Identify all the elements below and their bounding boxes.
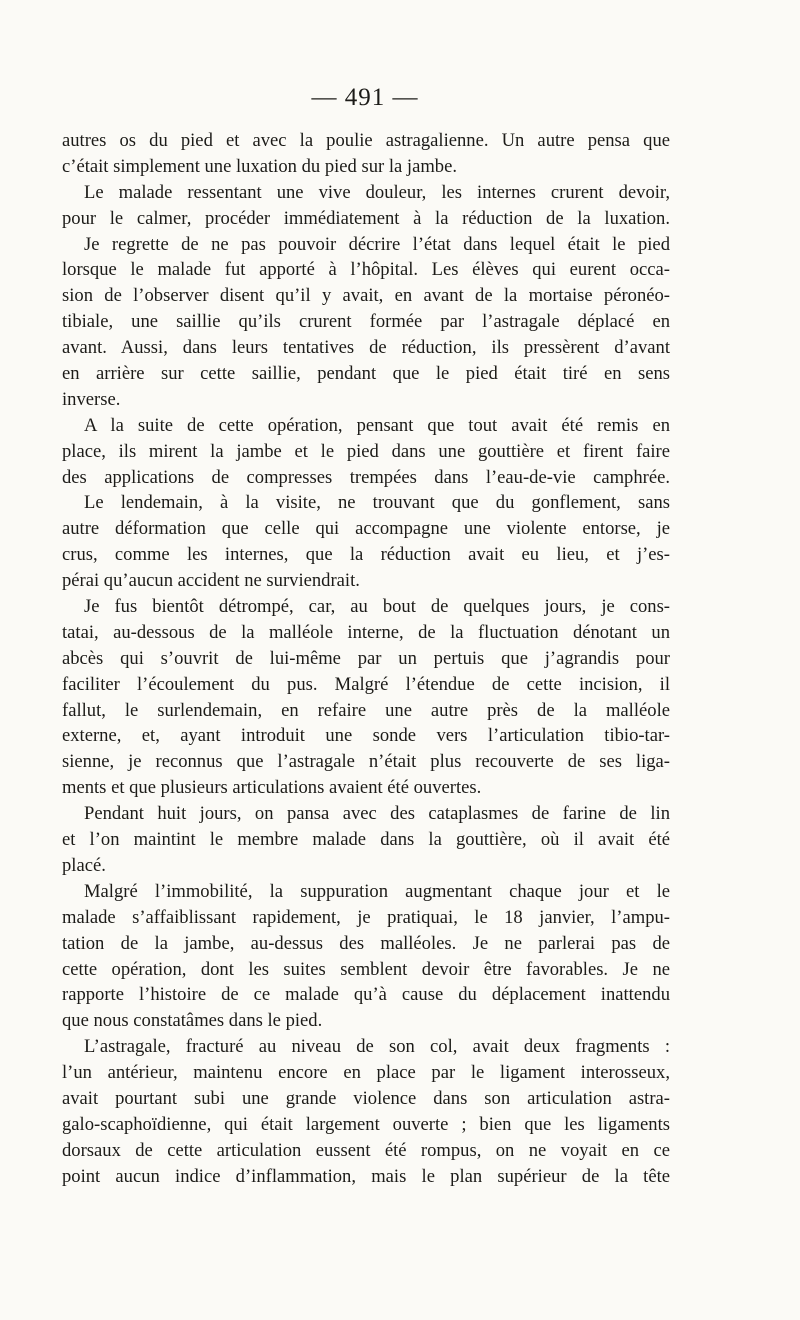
text-line: en arrière sur cette saillie, pendant que le pied était tiré en sens: [62, 363, 670, 385]
text-line: sienne, je reconnus que l’astragale n’était plus recouverte de ses liga-: [62, 751, 670, 773]
text-line: sion de l’observer disent qu’il y avait, en avant de la mortaise péronéo-: [62, 285, 670, 307]
text-line: malade s’affaiblissant rapidement, je pratiquai, le 18 janvier, l’ampu-: [62, 906, 670, 928]
paragraph-first-line: Le malade ressentant une vive douleur, les internes crurent devoir,: [84, 181, 670, 203]
text-line: tation de la jambe, au-dessus des malléoles. Je ne parlerai pas de: [62, 932, 670, 954]
paragraph-first-line: Le lendemain, à la visite, ne trouvant que du gonflement, sans: [84, 492, 670, 514]
paragraph-first-line: Pendant huit jours, on pansa avec des cataplasmes de farine de lin: [84, 803, 670, 825]
text-line: cette opération, dont les suites semblent devoir être favorables. Je ne: [62, 958, 670, 980]
text-line: des applications de compresses trempées dans l’eau-de-vie camphrée.: [62, 466, 670, 488]
text-line: avant. Aussi, dans leurs tentatives de réduction, ils pressèrent d’avant: [62, 337, 670, 359]
text-line: faciliter l’écoulement du pus. Malgré l’étendue de cette incision, il: [62, 673, 670, 695]
text-line: l’un antérieur, maintenu encore en place par le ligament interosseux,: [62, 1062, 670, 1084]
text-line: autre déformation que celle qui accompagne une violente entorse, je: [62, 518, 670, 540]
text-line: et l’on maintint le membre malade dans la gouttière, où il avait été: [62, 829, 670, 851]
text-line: externe, et, ayant introduit une sonde vers l’articulation tibio-tar-: [62, 725, 670, 747]
text-line: c’était simplement une luxation du pied sur la jambe.: [62, 155, 458, 177]
text-line: rapporte l’histoire de ce malade qu’à cause du déplacement inattendu: [62, 984, 670, 1006]
text-line: abcès qui s’ouvrit de lui-même par un pertuis que j’agrandis pour: [62, 647, 670, 669]
paragraph-first-line: Malgré l’immobilité, la suppuration augmentant chaque jour et le: [84, 880, 670, 902]
text-line: place, ils mirent la jambe et le pied dans une gouttière et firent faire: [62, 440, 670, 462]
text-line: inverse.: [62, 388, 121, 410]
text-line: dorsaux de cette articulation eussent été rompus, on ne voyait en ce: [62, 1139, 670, 1161]
text-line: pérai qu’aucun accident ne surviendrait.: [62, 570, 360, 592]
text-line: lorsque le malade fut apporté à l’hôpital. Les élèves qui eurent occa-: [62, 259, 670, 281]
text-line: point aucun indice d’inflammation, mais le plan supérieur de la tête: [62, 1165, 670, 1187]
paragraph-first-line: Je fus bientôt détrompé, car, au bout de quelques jours, je cons-: [84, 596, 670, 618]
text-line: crus, comme les internes, que la réduction avait eu lieu, et j’es-: [62, 544, 670, 566]
text-line: pour le calmer, procéder immédiatement à la réduction de la luxation.: [62, 207, 670, 229]
paragraph-first-line: Je regrette de ne pas pouvoir décrire l’état dans lequel était le pied: [84, 233, 670, 255]
text-line: tibiale, une saillie qu’ils crurent formée par l’astragale déplacé en: [62, 311, 670, 333]
paragraph-first-line: L’astragale, fracturé au niveau de son col, avait deux fragments :: [84, 1036, 670, 1058]
text-line: ments et que plusieurs articulations avaient été ouvertes.: [62, 777, 482, 799]
text-line: avait pourtant subi une grande violence dans son articulation astra-: [62, 1087, 670, 1109]
paragraph-first-line: A la suite de cette opération, pensant que tout avait été remis en: [84, 414, 670, 436]
text-line: placé.: [62, 854, 106, 876]
text-line: tatai, au-dessous de la malléole interne, de la fluctuation dénotant un: [62, 621, 670, 643]
text-line: galo-scaphoïdienne, qui était largement ouverte ; bien que les ligaments: [62, 1113, 670, 1135]
body-text: [62, 128, 670, 1190]
text-line: autres os du pied et avec la poulie astragalienne. Un autre pensa que: [62, 130, 670, 151]
text-line: fallut, le surlendemain, en refaire une autre près de la malléole: [62, 699, 670, 721]
text-line: que nous constatâmes dans le pied.: [62, 1010, 323, 1032]
page-number: — 491 —: [311, 84, 419, 111]
